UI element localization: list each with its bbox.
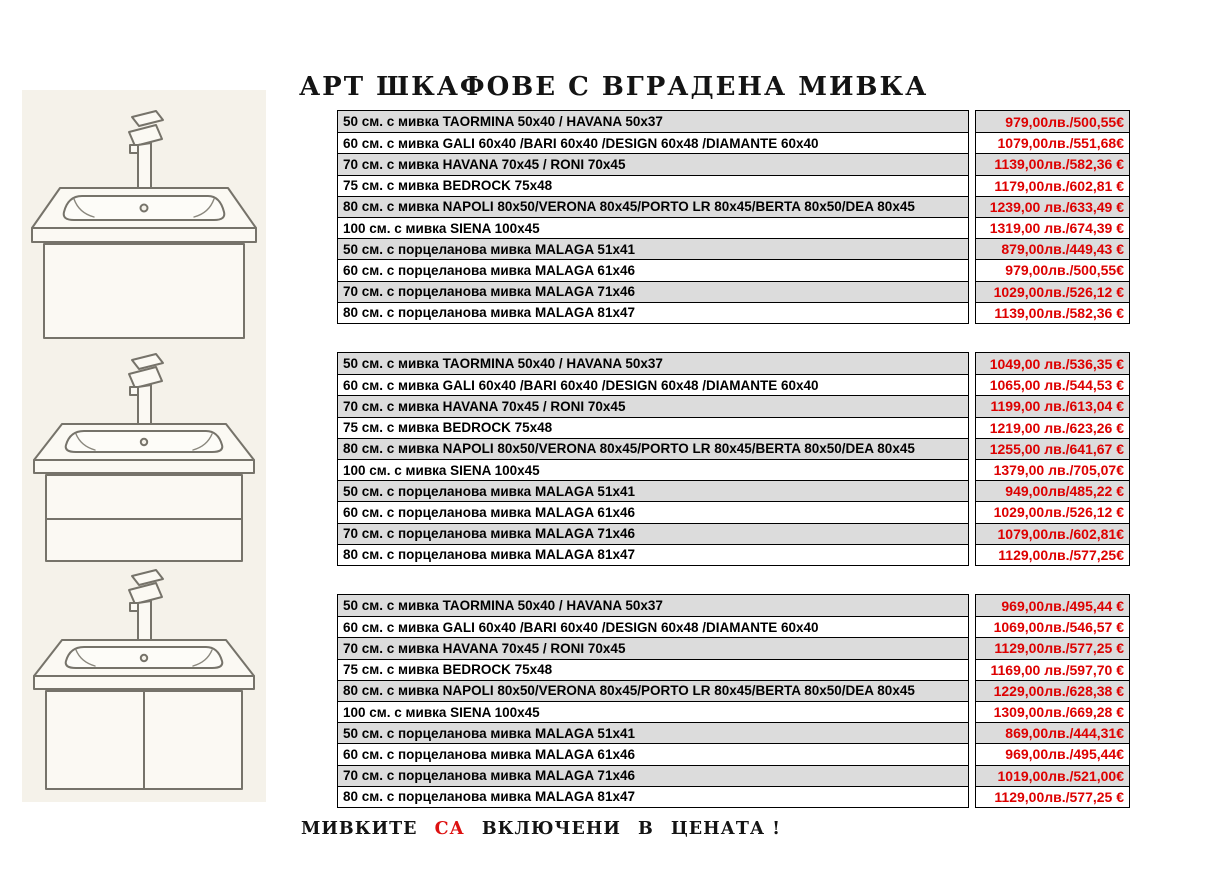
product-description-cell: 80 см. с мивка NAPOLI 80x50/VERONA 80x45/PORTO LR 80x45/BERTA 80x50/DEA 80x45	[338, 680, 968, 701]
product-description-cell: 50 см. с порцеланова мивка MALAGA 51x41	[338, 238, 968, 259]
price-cell: 1069,00лв./546,57 €	[976, 616, 1129, 637]
price-column	[975, 110, 1130, 324]
product-description-cell: 75 см. с мивка BEDROCK 75x48	[338, 175, 968, 196]
description-column	[337, 594, 969, 808]
price-column	[975, 352, 1130, 566]
product-description-cell: 80 см. с порцеланова мивка MALAGA 81x47	[338, 544, 968, 565]
product-description-cell: 50 см. с мивка TAORMINA 50x40 / HAVANA 50x37	[338, 111, 968, 132]
product-description-cell: 80 см. с порцеланова мивка MALAGA 81x47	[338, 786, 968, 807]
price-cell: 949,00лв/485,22 €	[976, 480, 1129, 501]
price-cell: 1029,00лв./526,12 €	[976, 501, 1129, 522]
price-cell: 1239,00 лв./633,49 €	[976, 196, 1129, 217]
product-description-cell: 50 см. с порцеланова мивка MALAGA 51x41	[338, 722, 968, 743]
price-cell: 1079,00лв./602,81€	[976, 523, 1129, 544]
product-description-cell: 60 см. с порцеланова мивка MALAGA 61x46	[338, 259, 968, 280]
price-cell: 1019,00лв./521,00€	[976, 765, 1129, 786]
price-cell: 1139,00лв./582,36 €	[976, 302, 1129, 323]
product-description-cell: 70 см. с порцеланова мивка MALAGA 71x46	[338, 523, 968, 544]
product-description-cell: 70 см. с порцеланова мивка MALAGA 71x46	[338, 281, 968, 302]
price-cell: 1129,00лв./577,25 €	[976, 786, 1129, 807]
product-description-cell: 60 см. с мивка GALI 60x40 /BARI 60x40 /DESIGN 60x48 /DIAMANTE 60x40	[338, 374, 968, 395]
product-description-cell: 100 см. с мивка SIENA 100x45	[338, 217, 968, 238]
price-cell: 1079,00лв./551,68€	[976, 132, 1129, 153]
price-cell: 1319,00 лв./674,39 €	[976, 217, 1129, 238]
product-description-cell: 80 см. с мивка NAPOLI 80x50/VERONA 80x45/PORTO LR 80x45/BERTA 80x50/DEA 80x45	[338, 438, 968, 459]
product-description-cell: 50 см. с мивка TAORMINA 50x40 / HAVANA 50x37	[338, 353, 968, 374]
vanity-one-front-drawing	[22, 108, 266, 344]
price-cell: 1029,00лв./526,12 €	[976, 281, 1129, 302]
illustration-panel	[22, 90, 266, 802]
page-title: АРТ ШКАФОВЕ С ВГРАДЕНА МИВКА	[299, 72, 929, 102]
product-description-cell: 80 см. с порцеланова мивка MALAGA 81x47	[338, 302, 968, 323]
product-description-cell: 60 см. с порцеланова мивка MALAGA 61x46	[338, 743, 968, 764]
price-cell: 1049,00 лв./536,35 €	[976, 353, 1129, 374]
footer-word: ЦЕНАТА !	[670, 819, 781, 839]
product-description-cell: 70 см. с мивка HAVANA 70x45 / RONI 70x45	[338, 637, 968, 658]
price-cell: 969,00лв./495,44€	[976, 743, 1129, 764]
price-cell: 1379,00 лв./705,07€	[976, 459, 1129, 480]
product-description-cell: 70 см. с мивка HAVANA 70x45 / RONI 70x45	[338, 153, 968, 174]
product-description-cell: 50 см. с мивка TAORMINA 50x40 / HAVANA 50x37	[338, 595, 968, 616]
footer-word: В	[638, 819, 654, 839]
price-cell: 879,00лв./449,43 €	[976, 238, 1129, 259]
price-cell: 1229,00лв./628,38 €	[976, 680, 1129, 701]
description-column	[337, 110, 969, 324]
description-column	[337, 352, 969, 566]
footer-word: ВКЛЮЧЕНИ	[481, 819, 621, 839]
product-description-cell: 80 см. с мивка NAPOLI 80x50/VERONA 80x45/PORTO LR 80x45/BERTA 80x50/DEA 80x45	[338, 196, 968, 217]
product-description-cell: 60 см. с мивка GALI 60x40 /BARI 60x40 /DESIGN 60x48 /DIAMANTE 60x40	[338, 132, 968, 153]
footer-word: МИВКИТЕ	[301, 819, 418, 839]
price-cell: 1309,00лв./669,28 €	[976, 701, 1129, 722]
price-cell: 969,00лв./495,44 €	[976, 595, 1129, 616]
product-description-cell: 75 см. с мивка BEDROCK 75x48	[338, 417, 968, 438]
product-description-cell: 60 см. с порцеланова мивка MALAGA 61x46	[338, 501, 968, 522]
product-description-cell: 60 см. с мивка GALI 60x40 /BARI 60x40 /DESIGN 60x48 /DIAMANTE 60x40	[338, 616, 968, 637]
price-cell: 869,00лв./444,31€	[976, 722, 1129, 743]
sinks-included-note	[301, 819, 781, 839]
product-description-cell: 75 см. с мивка BEDROCK 75x48	[338, 659, 968, 680]
product-description-cell: 70 см. с порцеланова мивка MALAGA 71x46	[338, 765, 968, 786]
price-cell: 979,00лв./500,55€	[976, 111, 1129, 132]
product-description-cell: 50 см. с порцеланова мивка MALAGA 51x41	[338, 480, 968, 501]
price-cell: 1219,00 лв./623,26 €	[976, 417, 1129, 438]
price-cell: 1129,00лв./577,25 €	[976, 637, 1129, 658]
product-description-cell: 70 см. с мивка HAVANA 70x45 / RONI 70x45	[338, 395, 968, 416]
product-description-cell: 100 см. с мивка SIENA 100x45	[338, 701, 968, 722]
price-cell: 1255,00 лв./641,67 €	[976, 438, 1129, 459]
price-cell: 1139,00лв./582,36 €	[976, 153, 1129, 174]
price-cell: 1065,00 лв./544,53 €	[976, 374, 1129, 395]
product-description-cell: 100 см. с мивка SIENA 100x45	[338, 459, 968, 480]
vanity-two-drawers-drawing	[22, 352, 266, 566]
price-cell: 1179,00лв./602,81 €	[976, 175, 1129, 196]
price-cell: 1129,00лв./577,25€	[976, 544, 1129, 565]
price-column	[975, 594, 1130, 808]
footer-word-highlight: СА	[434, 819, 465, 839]
price-cell: 1199,00 лв./613,04 €	[976, 395, 1129, 416]
price-cell: 979,00лв./500,55€	[976, 259, 1129, 280]
price-cell: 1169,00 лв./597,70 €	[976, 659, 1129, 680]
vanity-two-doors-drawing	[22, 568, 266, 794]
